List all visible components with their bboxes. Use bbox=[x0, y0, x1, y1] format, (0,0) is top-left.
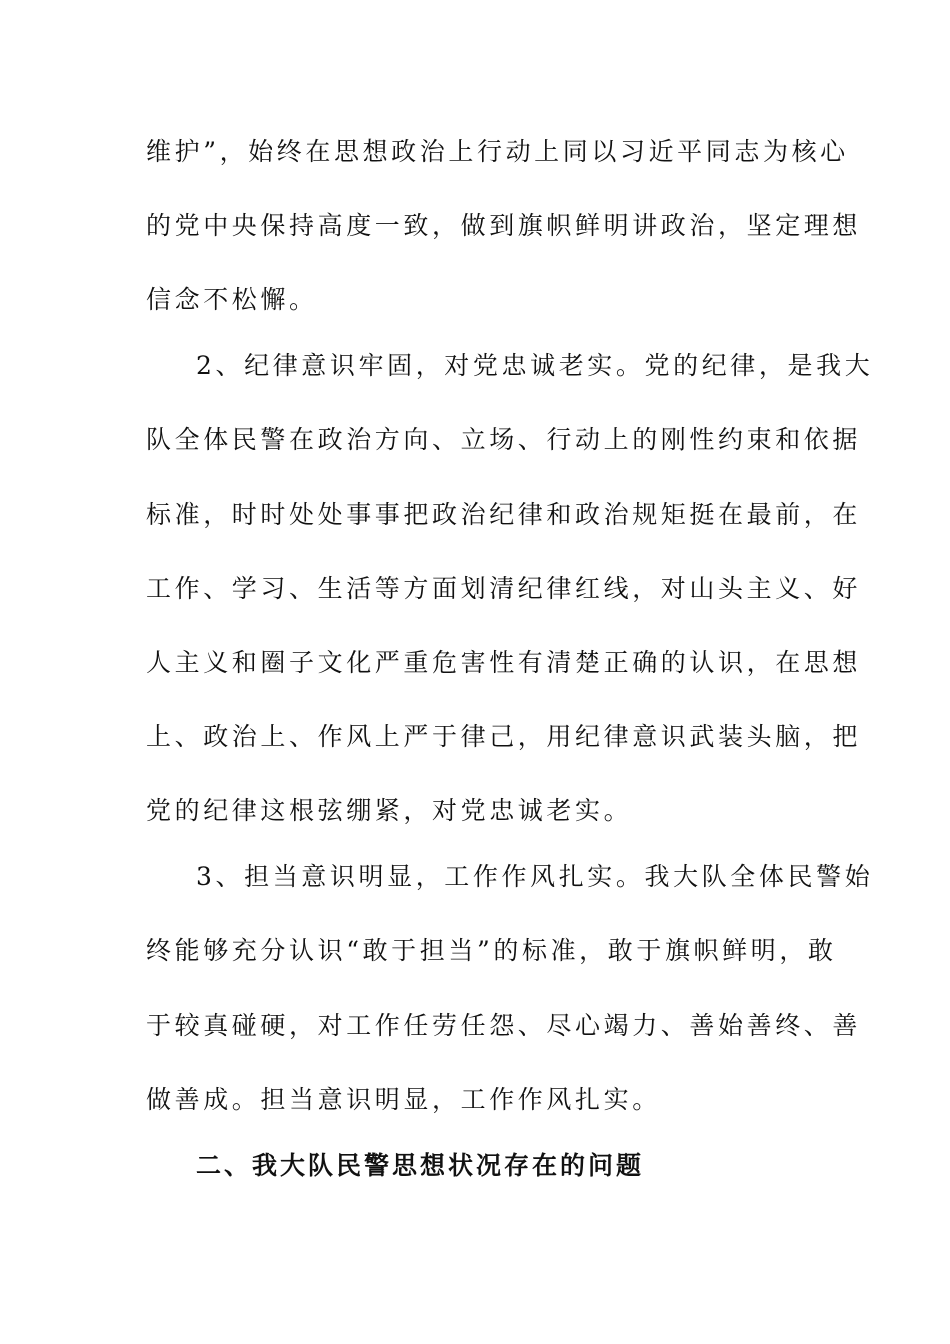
text-line: 党的纪律这根弦绷紧，对党忠诚老实。 bbox=[146, 796, 633, 825]
text-line: 人主义和圈子文化严重危害性有清楚正确的认识，在思想 bbox=[146, 648, 862, 677]
paragraph-2-first-line: 2、纪律意识牢固，对党忠诚老实。党的纪律，是我大 bbox=[196, 351, 874, 380]
text-line: 上、政治上、作风上严于律己，用纪律意识武装头脑，把 bbox=[146, 722, 862, 751]
text-line: 于较真碰硬，对工作任劳任怨、尽心竭力、善始善终、善 bbox=[146, 1011, 862, 1040]
text-line: 工作、学习、生活等方面划清纪律红线，对山头主义、好 bbox=[146, 574, 862, 603]
text-line: 信念不松懈。 bbox=[146, 285, 318, 314]
text-line: 做善成。担当意识明显，工作作风扎实。 bbox=[146, 1085, 661, 1114]
section-heading: 二、我大队民警思想状况存在的问题 bbox=[196, 1151, 645, 1180]
text-line: 的党中央保持高度一致，做到旗帜鲜明讲政治，坚定理想 bbox=[146, 211, 862, 240]
text-line: 维护”，始终在思想政治上行动上同以习近平同志为核心 bbox=[146, 137, 849, 166]
text-line: 队全体民警在政治方向、立场、行动上的刚性约束和依据 bbox=[146, 425, 862, 454]
paragraph-3-first-line: 3、担当意识明显，工作作风扎实。我大队全体民警始 bbox=[196, 862, 874, 891]
text-line: 终能够充分认识“敢于担当”的标准，敢于旗帜鲜明，敢 bbox=[146, 936, 837, 965]
text-line: 标准，时时处处事事把政治纪律和政治规矩挺在最前，在 bbox=[146, 500, 862, 529]
